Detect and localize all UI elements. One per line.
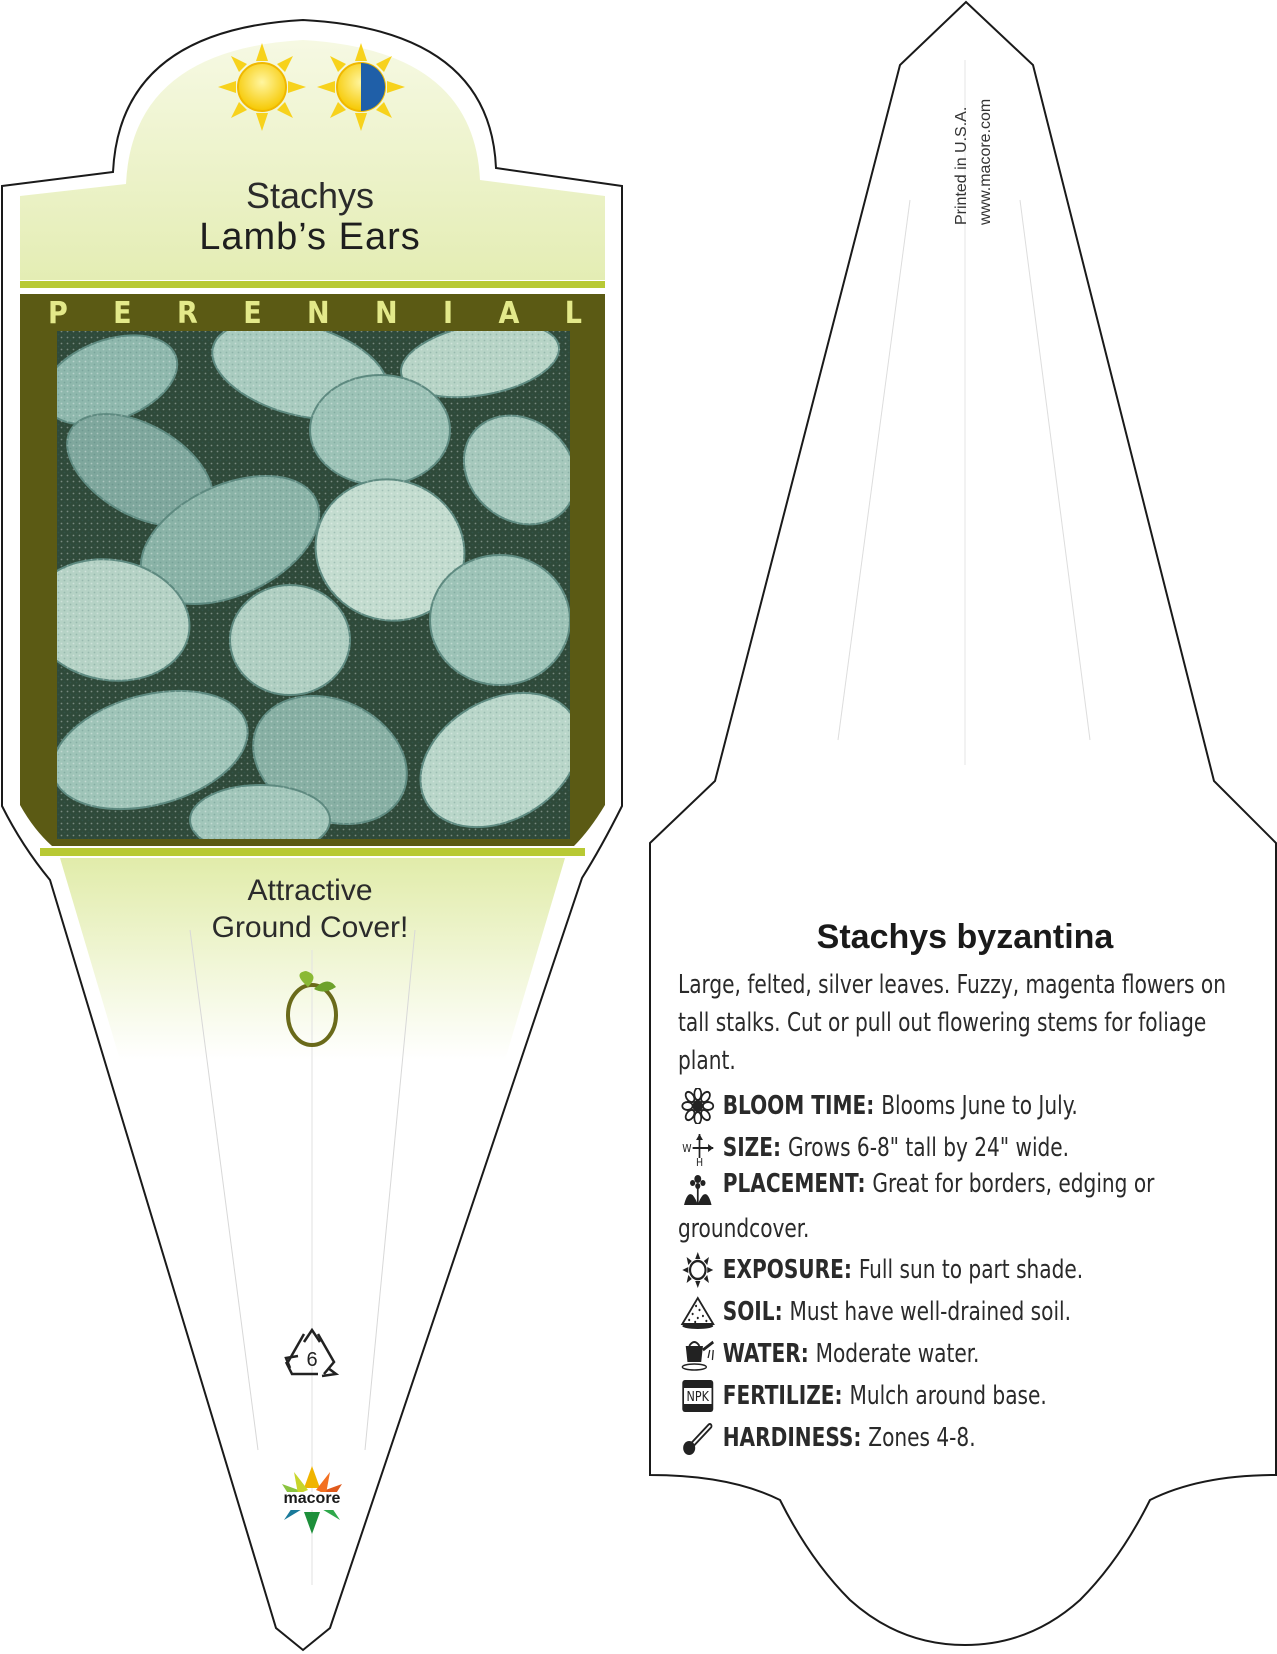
care-label: SIZE: <box>722 1133 782 1163</box>
part-shade-icon <box>317 43 405 131</box>
care-text: Grows 6-8" tall by 24" wide. <box>787 1133 1070 1163</box>
category-letter: A <box>498 296 520 331</box>
tagline-line1: Attractive <box>247 874 373 907</box>
category-letter: N <box>375 296 398 331</box>
flower-icon <box>678 1086 718 1126</box>
care-row-bloom <box>678 1085 1246 1127</box>
category-letter: P <box>48 296 68 331</box>
website: www.macore.com <box>977 98 994 225</box>
care-label: BLOOM TIME: <box>722 1091 875 1121</box>
category-letter: N <box>307 296 330 331</box>
care-row-hardiness <box>678 1417 1246 1459</box>
plant-photo <box>21 303 604 855</box>
care-text: Moderate water. <box>815 1339 980 1369</box>
scientific-name: Stachys byzantina <box>816 918 1114 956</box>
category-letter: R <box>177 296 198 331</box>
size-icon-w: W <box>682 1142 692 1156</box>
tagline <box>120 872 500 946</box>
common-name-genus: Stachys <box>245 175 375 216</box>
care-label: SOIL: <box>722 1297 783 1327</box>
care-label: HARDINESS: <box>722 1423 862 1453</box>
care-text: Full sun to part shade. <box>858 1255 1084 1285</box>
tagline-line2: Ground Cover! <box>211 911 409 944</box>
care-row-fertilize <box>678 1375 1246 1417</box>
full-sun-icon <box>218 43 306 131</box>
care-label: WATER: <box>722 1339 809 1369</box>
care-text: Zones 4-8. <box>868 1423 976 1453</box>
care-text: Great for borders, edging or <box>872 1169 1155 1199</box>
care-text: Mulch around base. <box>849 1381 1047 1411</box>
plant-description: Large, felted, silver leaves. Fuzzy, magenta flowers on tall stalks. Cut or pull out flowering stems for foliage plant. <box>678 970 1226 1076</box>
care-row-placement <box>678 1169 1246 1249</box>
care-text: Must have well-drained soil. <box>789 1297 1072 1327</box>
care-text-continued: groundcover. <box>678 1214 810 1244</box>
printed-in: Printed in U.S.A. <box>953 106 970 225</box>
npk-label: NPK <box>686 1389 709 1405</box>
care-label: EXPOSURE: <box>722 1255 852 1285</box>
care-row-size <box>678 1127 1246 1169</box>
care-label: FERTILIZE: <box>722 1381 843 1411</box>
care-row-exposure <box>678 1249 1246 1291</box>
common-name: Lamb’s Ears <box>199 216 421 258</box>
sun-icon <box>678 1250 718 1290</box>
size-icon <box>678 1128 718 1168</box>
category-letter: E <box>113 296 132 331</box>
recycle-number: 6 <box>306 1349 318 1371</box>
care-row-water <box>678 1333 1246 1375</box>
care-label: PLACEMENT: <box>722 1169 866 1199</box>
size-icon-h: H <box>696 1156 704 1166</box>
category-letter: I <box>443 296 454 331</box>
npk-icon <box>678 1376 718 1416</box>
front-tag <box>2 20 622 1650</box>
brand-name: macore <box>283 1490 341 1507</box>
category-letter: E <box>243 296 262 331</box>
watering-can-icon <box>678 1334 718 1374</box>
care-instructions <box>678 1085 1246 1459</box>
category-letter: L <box>564 296 582 331</box>
soil-icon <box>678 1292 718 1332</box>
thermometer-icon <box>678 1418 718 1458</box>
placement-icon <box>678 1169 718 1209</box>
care-row-soil <box>678 1291 1246 1333</box>
print-info <box>950 65 994 225</box>
category-label <box>40 296 590 331</box>
care-text: Blooms June to July. <box>881 1091 1078 1121</box>
